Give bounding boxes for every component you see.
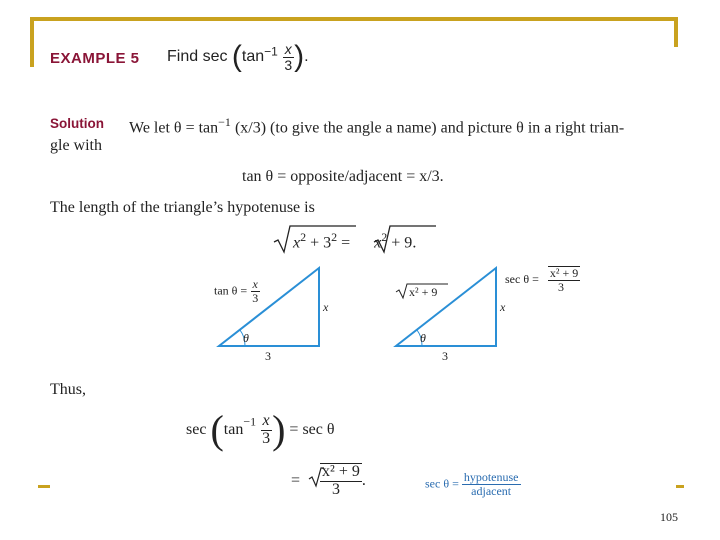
triangle-2-sec-label: sec θ = — [505, 272, 539, 287]
thus-final-num — [320, 463, 362, 482]
side-note-fraction — [462, 471, 521, 497]
thus-frac-num: x — [262, 411, 270, 429]
triangle-1-tan-den: 3 — [252, 290, 259, 305]
example-frac-num: x — [284, 41, 292, 57]
thus-final-num-text: x² + 9 — [322, 463, 360, 480]
solution-label: Solution — [50, 116, 104, 131]
triangle-1-tan-fraction — [250, 278, 260, 304]
triangle-2-angle: θ — [420, 331, 426, 345]
triangle-2-side: x — [500, 300, 506, 314]
thus-sec: sec — [186, 421, 207, 438]
frame-left-border — [30, 17, 34, 67]
solution-line1-sup: −1 — [218, 115, 231, 129]
triangle-2-sec-num-text: x² + 9 — [549, 266, 579, 280]
thus-equation-1 — [186, 407, 335, 452]
example-tan: tan — [241, 48, 265, 66]
left-paren: ( — [231, 40, 242, 74]
triangle-1-angle: θ — [243, 331, 249, 345]
hyp-sup1: 2 — [300, 230, 307, 244]
solution-line1-rest: (x/3) (to give the angle a name) and picture θ in a right trian- — [234, 119, 625, 137]
page-number: 105 — [660, 510, 678, 524]
triangle-2-sec-den: 3 — [558, 279, 565, 294]
side-note-label: sec θ = — [425, 476, 459, 491]
hyp-x1: x — [293, 234, 301, 252]
hyp-x2: x — [374, 234, 382, 252]
thus-fraction — [260, 413, 272, 448]
thus-right-paren: ) — [272, 407, 286, 452]
triangle-1-tan — [214, 278, 260, 304]
triangle-2-hyp: x² + 9 — [409, 285, 438, 299]
hyp-plus9: + 9 — [387, 234, 413, 252]
thus-eq-sec-theta: = sec θ — [289, 421, 335, 438]
triangle-1-base: 3 — [265, 349, 271, 363]
example-sup: −1 — [264, 44, 278, 59]
example-fraction — [282, 42, 294, 72]
solution-line2: gle with — [50, 137, 102, 154]
example-period: . — [304, 48, 309, 66]
hyp-equals: = — [337, 234, 355, 252]
thus-eq: = — [291, 471, 301, 489]
thus-frac-den: 3 — [262, 429, 271, 447]
triangle-1-side: x — [323, 300, 329, 314]
thus-sup: −1 — [243, 414, 257, 429]
hyp-sup2: 2 — [331, 230, 338, 244]
example-label: EXAMPLE 5 — [50, 50, 140, 67]
hyp-plus3: + 3 — [306, 234, 332, 252]
thus-label: Thus, — [50, 381, 86, 398]
right-paren: ) — [294, 40, 305, 74]
triangle-2-base: 3 — [442, 349, 448, 363]
triangle-1-tan-num: x — [252, 277, 258, 291]
frame-bottom-left-tick — [38, 485, 50, 488]
triangle-2 — [382, 262, 522, 366]
find-text: Find sec — [167, 48, 228, 66]
tan-equation: tan θ = opposite/adjacent = x/3. — [242, 168, 444, 185]
side-note — [425, 471, 521, 497]
solution-line1 — [129, 115, 624, 137]
triangle-2-sec-num — [548, 266, 580, 281]
thus-end: . — [361, 471, 366, 489]
hypotenuse-eq-text — [293, 230, 416, 252]
triangle-2-sec — [505, 266, 580, 293]
triangle-1-tan-label: tan θ = — [214, 283, 248, 298]
solution-line1-start: We let θ = tan — [129, 119, 219, 137]
triangle-2-shape — [396, 268, 496, 346]
frame-right-border — [674, 17, 678, 47]
example-frac-den: 3 — [284, 56, 293, 73]
example-problem — [167, 42, 309, 72]
thus-equation-2 — [291, 463, 366, 499]
thus-tan: tan — [223, 421, 244, 438]
hyp-end: . — [412, 234, 417, 252]
frame-top-border — [30, 17, 678, 21]
thus-left-paren: ( — [210, 407, 224, 452]
frame-bottom-right-tick — [676, 485, 684, 488]
triangle-2-sec-fraction — [542, 266, 580, 293]
hypotenuse-text: The length of the triangle’s hypotenuse is — [50, 199, 315, 216]
thus-final-den: 3 — [331, 480, 340, 498]
hyp-sup3: 2 — [381, 230, 388, 244]
side-note-num: hypotenuse — [463, 470, 519, 484]
thus-radical-sign — [308, 466, 324, 488]
side-note-den: adjacent — [471, 483, 512, 498]
